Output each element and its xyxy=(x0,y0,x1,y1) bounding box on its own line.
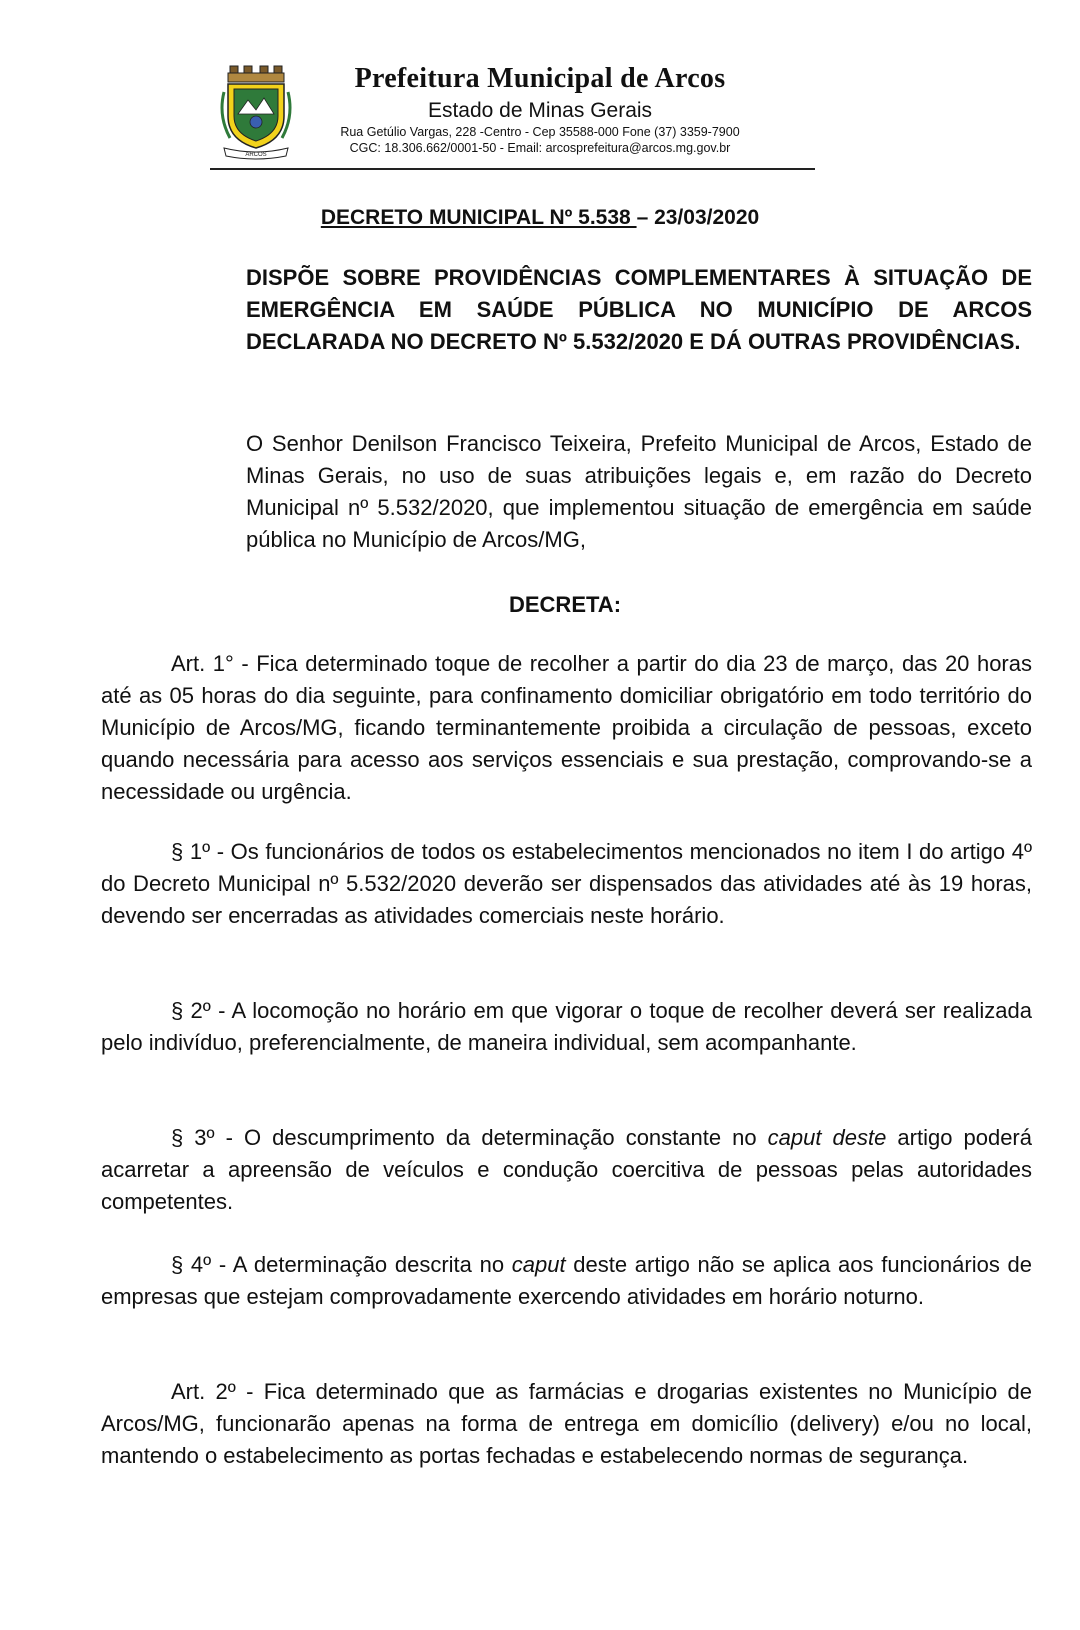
decree-summary: DISPÕE SOBRE PROVIDÊNCIAS COMPLEMENTARES À SITUAÇÃO DE EMERGÊNCIA EM SAÚDE PÚBLICA NO MUNICÍPIO DE ARCOS DECLARADA NO DECRETO Nº 5.532/2020 E DÁ OUTRAS PROVIDÊNCIAS. xyxy=(246,265,1032,354)
article-1-paragraph-3 xyxy=(101,1122,1032,1218)
article-1-paragraph-4 xyxy=(101,1249,1032,1313)
paragraph-4-text-end: deste artigo não se aplica aos funcionários de empresas que estejam comprovadamente exercendo atividades em horário noturno. xyxy=(101,1252,1032,1309)
paragraph-3-text-start: § 3º - O descumprimento da determinação constante no xyxy=(171,1125,768,1150)
contact-line: CGC: 18.306.662/0001-50 - Email: arcosprefeitura@arcos.mg.gov.br xyxy=(349,141,731,155)
decreta-heading: DECRETA: xyxy=(508,592,622,617)
preamble-paragraph: O Senhor Denilson Francisco Teixeira, Prefeito Municipal de Arcos, Estado de Minas Gerais, no uso de suas atribuições legais e, em razão do Decreto Municipal nº 5.532/2020, que implementou situação de emergência em saúde pública no Município de Arcos/MG, xyxy=(246,431,1032,552)
municipal-crest-icon xyxy=(216,64,296,160)
paragraph-3-italic: caput deste xyxy=(767,1125,887,1150)
article-1-paragraph-1: § 1º - Os funcionários de todos os estabelecimentos mencionados no item I do artigo 4º do Decreto Municipal nº 5.532/2020 deverão ser dispensados das atividades até às 19 horas, devendo ser encerradas as atividades comerciais neste horário. xyxy=(101,839,1032,928)
letterhead-text xyxy=(305,60,775,156)
paragraph-4-text-start: § 4º - A determinação descrita no xyxy=(171,1252,512,1277)
letterhead xyxy=(210,60,815,170)
crest-ribbon-text: ARCOS xyxy=(245,152,267,158)
paragraph-3-text-end: artigo poderá acarretar a apreensão de veículos e condução coercitiva de pessoas pelas autoridades competentes. xyxy=(101,1125,1032,1214)
article-1: Art. 1° - Fica determinado toque de recolher a partir do dia 23 de março, das 20 horas até as 05 horas do dia seguinte, para confinamento domiciliar obrigatório em todo território do Município de Arcos/MG, ficando terminantemente proibida a circulação de pessoas, exceto quando necessária para acesso aos serviços essenciais e sua prestação, comprovando-se a necessidade ou urgência. xyxy=(101,651,1032,804)
article-2: Art. 2º - Fica determinado que as farmácias e drogarias existentes no Município de Arcos/MG, funcionarão apenas na forma de entrega em domicílio (delivery) e/ou no local, mantendo o estabelecimento as portas fechadas e estabelecendo normas de segurança. xyxy=(101,1379,1032,1468)
paragraph-4-italic: caput xyxy=(511,1252,566,1277)
org-name: Prefeitura Municipal de Arcos xyxy=(354,63,726,94)
address-line: Rua Getúlio Vargas, 228 -Centro - Cep 35588-000 Fone (37) 3359-7900 xyxy=(340,125,740,139)
decree-title xyxy=(0,204,1080,232)
decree-number: DECRETO MUNICIPAL Nº 5.538 xyxy=(320,206,637,229)
article-1-paragraph-2: § 2º - A locomoção no horário em que vigorar o toque de recolher deverá ser realizada pelo indivíduo, preferencialmente, de maneira individual, sem acompanhante. xyxy=(101,998,1032,1055)
decree-date: – 23/03/2020 xyxy=(636,206,760,229)
state-name: Estado de Minas Gerais xyxy=(427,99,653,122)
